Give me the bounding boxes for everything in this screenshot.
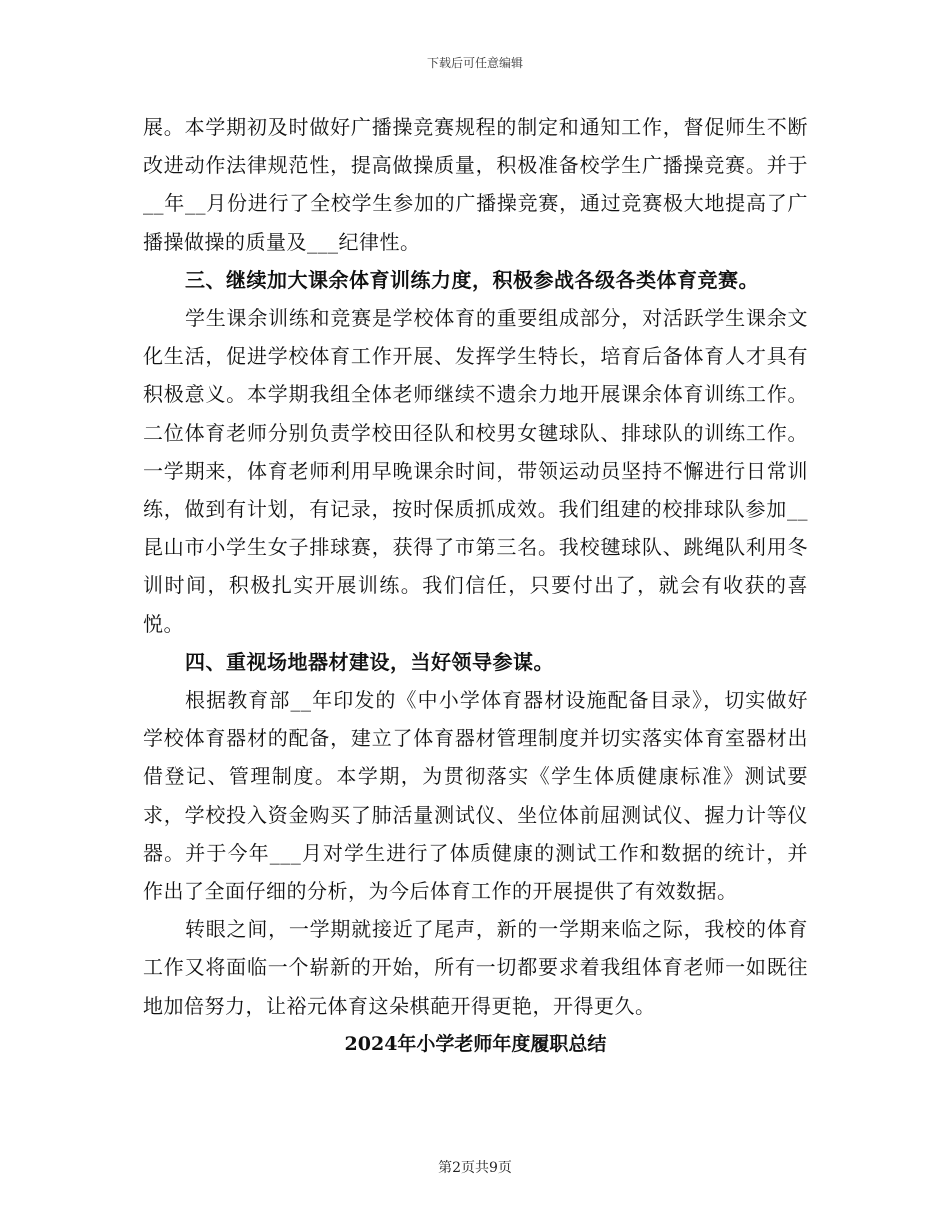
paragraph-conclusion: 转眼之间，一学期就接近了尾声，新的一学期来临之际，我校的体育工作又将面临一个崭新的开始，所有一切都要求着我组体育老师一如既往地加倍努力，让裕元体育这朵棋葩开得更艳，开得更久。 — [143, 917, 808, 1018]
document-body — [143, 108, 808, 1063]
page-footer: 第2页共9页 — [438, 1160, 512, 1176]
next-document-title: 2024年小学老师年度履职总结 — [344, 1032, 607, 1055]
page-header: 下载后可任意编辑 — [426, 56, 523, 70]
section-heading-4: 四、重视场地器材建设，当好领导参谋。 — [185, 649, 554, 674]
paragraph-training: 学生课余训练和竞赛是学校体育的重要组成部分，对活跃学生课余文化生活，促进学校体育工作开展、发挥学生特长，培育后备体育人才具有积极意义。本学期我组全体老师继续不遗余力地开展课余体育训练工作。二位体育老师分别负责学校田径队和校男女毽球队、排球队的训练工作。一学期来，体育老师利用早晚课余时间，带领运动员坚持不懈进行日常训练，做到有计划，有记录，按时保质抓成效。我们组建的校排球队参加__昆山市小学生女子排球赛，获得了市第三名。我校毽球队、跳绳队利用冬训时间，积极扎实开展训练。我们信任，只要付出了，就会有收获的喜悦。 — [143, 306, 808, 636]
section-heading-3: 三、继续加大课余体育训练力度，积极参战各级各类体育竞赛。 — [185, 267, 759, 292]
paragraph-continued: 展。本学期初及时做好广播操竞赛规程的制定和通知工作，督促师生不断改进动作法律规范性，提高做操质量，积极准备校学生广播操竞赛。并于__年__月份进行了全校学生参加的广播操竞赛，通过竞赛极大地提高了广播操做操的质量及___纪律性。 — [143, 115, 808, 254]
paragraph-equipment: 根据教育部__年印发的《中小学体育器材设施配备目录》，切实做好学校体育器材的配备，建立了体育器材管理制度并切实落实体育室器材出借登记、管理制度。本学期，为贯彻落实《学生体质健康标准》测试要求，学校投入资金购买了肺活量测试仪、坐位体前屈测试仪、握力计等仪器。并于今年___月对学生进行了体质健康的测试工作和数据的统计，并作出了全面仔细的分析，为今后体育工作的开展提供了有效数据。 — [143, 688, 808, 904]
